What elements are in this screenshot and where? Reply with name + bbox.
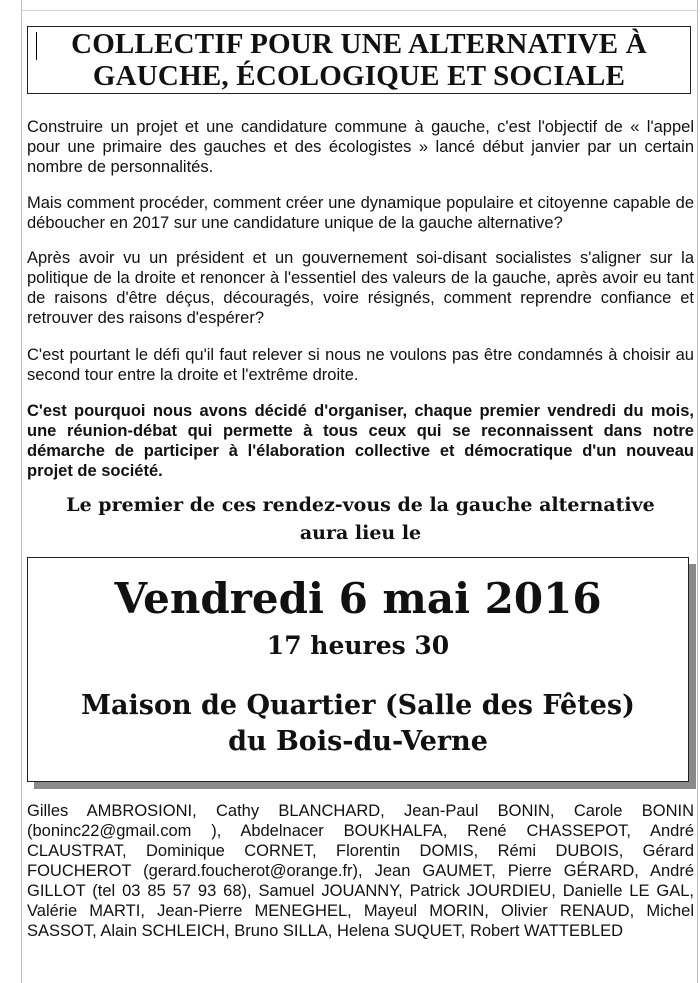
event-box: [27, 557, 689, 782]
paragraph-question: Mais comment procéder, comment créer une dynamique populaire et citoyenne capable de déboucher en 2017 sur une candidature unique de la gauche alternative?: [27, 194, 694, 232]
text-cursor: [36, 32, 37, 60]
paragraph-context: Après avoir vu un président et un gouvernement soi-disant socialistes s'aligner sur la politique de la droite et renoncer à l'essentiel des valeurs de la gauche, après avoir eu tant de raisons d'être déçus, découragés, voire résignés, comment reprendre confiance et retrouver des raisons d'espérer?: [27, 249, 694, 327]
title-line-1: COLLECTIF POUR UNE ALTERNATIVE À: [71, 28, 647, 60]
announcement-line-1: Le premier de ces rendez-vous de la gauche alternative: [66, 494, 655, 516]
event-date: Vendredi 6 mai 2016: [114, 574, 602, 623]
document-title: [27, 26, 691, 94]
event-time: 17 heures 30: [266, 631, 450, 660]
page-top-edge: [21, 10, 698, 11]
title-line-2: GAUCHE, ÉCOLOGIQUE ET SOCIALE: [92, 60, 626, 92]
paragraph-challenge: C'est pourtant le défi qu'il faut relever si nous ne voulons pas être condamnés à choisir au second tour entre la droite et l'extrême droite.: [27, 346, 694, 384]
signatories-list: Gilles AMBROSIONI, Cathy BLANCHARD, Jean-Paul BONIN, Carole BONIN (boninc22@gmail.com ), Abdelnacer BOUKHALFA, René CHASSEPOT, André CLAUSTRAT, Dominique CORNET, Florentin DOMIS, Rémi DUBOIS, Gérard FOUCHEROT (gerard.foucherot@orange.fr), Jean GAUMET, Pierre GÉRARD, André GILLOT (tel 03 85 57 93 68), Samuel JOUANNY, Patrick JOURDIEU, Danielle LE GAL, Valérie MARTI, Jean-Pierre MENEGHEL, Mayeul MORIN, Olivier RENAUD, Michel SASSOT, Alain SCHLEICH, Bruno SILLA, Helena SUQUET, Robert WATTEBLED: [27, 802, 694, 940]
paragraph-intro: Construire un projet et une candidature commune à gauche, c'est l'objectif de « l'appel pour une primaire des gauches et des écologistes » lancé début janvier par un certain nombre de personnalités.: [27, 118, 694, 176]
event-place-line-1: Maison de Quartier (Salle des Fêtes): [81, 690, 635, 721]
event-place-line-2: du Bois-du-Verne: [228, 726, 488, 757]
paragraph-decision: C'est pourquoi nous avons décidé d'organiser, chaque premier vendredi du mois, une réunion-débat qui permette à tous ceux qui se reconnaissent dans notre démarche de participer à l'élaboration collective et démocratique d'un nouveau projet de société.: [27, 402, 694, 480]
page-margin-right: [697, 0, 698, 983]
announcement-line-2: aura lieu le: [299, 522, 422, 544]
page-margin-left: [21, 0, 22, 983]
